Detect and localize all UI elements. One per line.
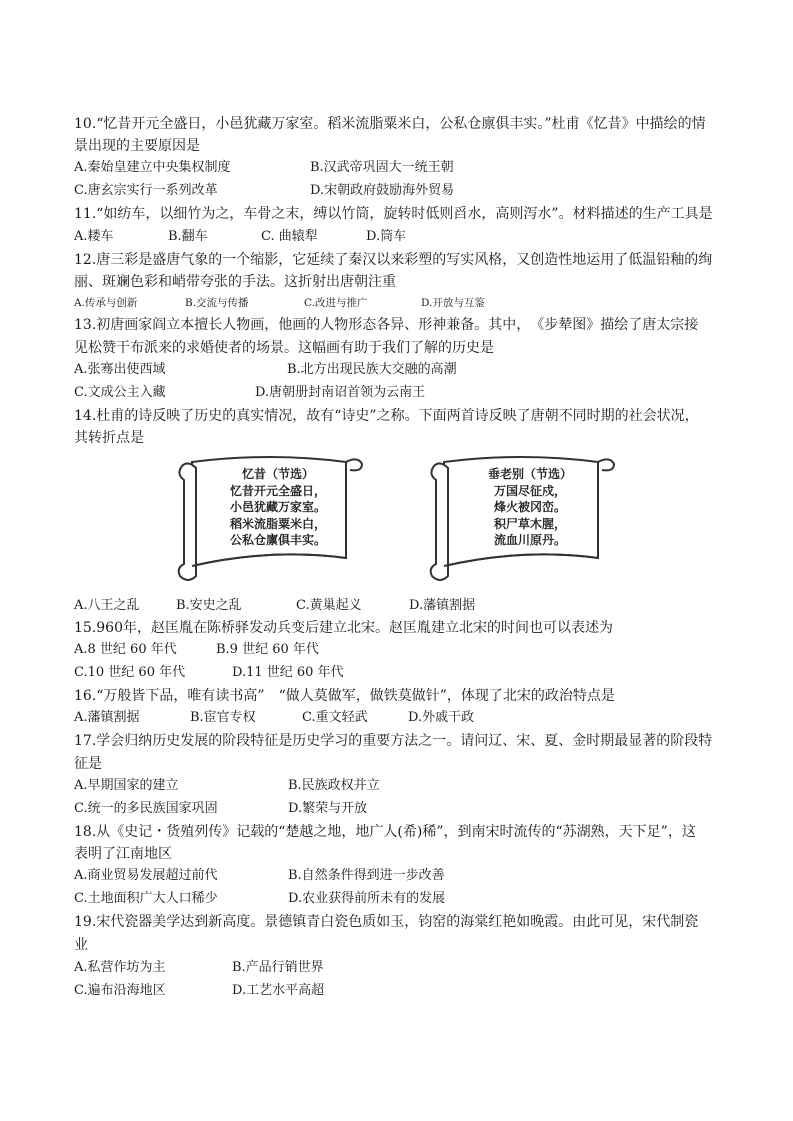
- question-11-option-a[interactable]: A.耧车: [74, 229, 114, 244]
- question-18-option-d[interactable]: D.农业获得前所未有的发展: [288, 891, 446, 906]
- question-12-option-a[interactable]: A.传承与创新: [74, 297, 138, 309]
- poem-1-title: 忆昔（节选）: [241, 467, 314, 481]
- question-17-option-b[interactable]: B.民族政权并立: [288, 778, 380, 793]
- question-12-stem-line-1: 12.唐三彩是盛唐气象的一个缩影，它延续了秦汉以来彩塑的写实风格，又创造性地运用了低温铅釉的绚: [74, 252, 713, 268]
- question-13-option-b[interactable]: B.北方出现民族大交融的高潮: [287, 362, 457, 377]
- question-19-stem-line-1: 19.宋代瓷器美学达到新高度。景德镇青白瓷色质如玉，钧窑的海棠红艳如晚霞。由此可见，宋代制瓷: [74, 914, 699, 930]
- question-10-option-a[interactable]: A.秦始皇建立中央集权制度: [74, 160, 231, 175]
- poem-1-line-1: 忆昔开元全盛日，: [229, 483, 326, 498]
- question-12-option-c[interactable]: C.改进与推广: [304, 297, 368, 309]
- question-18-option-b[interactable]: B.自然条件得到进一步改善: [288, 868, 445, 883]
- question-13-stem-line-2: 见松赞干布派来的求婚使者的场景。这幅画有助于我们了解的历史是: [74, 340, 494, 356]
- poem-1-line-2: 小邑犹藏万家室。: [229, 500, 326, 514]
- question-15-option-c[interactable]: C.10 世纪 60 年代: [74, 665, 186, 680]
- question-19-stem-line-2: 业: [74, 937, 88, 953]
- question-16-stem-line-1: 16.“万般皆下品，唯有读书高” “做人莫做军，做铁莫做针”，体现了北宋的政治特点是: [74, 688, 615, 704]
- poem-2-line-3: 积尸草木腥，: [493, 516, 566, 531]
- question-15-option-a[interactable]: A.8 世纪 60 年代: [74, 642, 177, 657]
- question-11-option-b[interactable]: B.翻车: [168, 229, 208, 244]
- question-16-option-b[interactable]: B.宦官专权: [190, 710, 256, 725]
- poem-1-line-4: 公私仓廪俱丰实。: [229, 533, 326, 547]
- question-11-option-c[interactable]: C. 曲辕犁: [261, 229, 318, 244]
- question-16-option-a[interactable]: A.藩镇割据: [74, 710, 140, 725]
- question-10-option-d[interactable]: D.宋朝政府鼓励海外贸易: [310, 183, 455, 198]
- question-15-option-d[interactable]: D.11 世纪 60 年代: [232, 665, 344, 680]
- question-15-stem-line-1: 15.960年，赵匡胤在陈桥驿发动兵变后建立北宋。赵匡胤建立北宋的时间也可以表述为: [74, 620, 613, 636]
- question-15-option-b[interactable]: B.9 世纪 60 年代: [216, 642, 319, 657]
- question-12-option-b[interactable]: B.交流与传播: [185, 297, 249, 309]
- question-17-option-c[interactable]: C.统一的多民族国家巩固: [74, 801, 218, 816]
- question-10-stem-line-1: 10.“忆昔开元全盛日，小邑犹藏万家室。稻米流脂粟米白，公私仓廪俱丰实。”杜甫《忆昔》中描绘的情: [74, 116, 706, 132]
- question-14-stem-line-1: 14.杜甫的诗反映了历史的真实情况，故有“诗史”之称。下面两首诗反映了唐朝不同时期的社会状况，: [74, 408, 699, 424]
- question-19-option-d[interactable]: D.工艺水平高超: [232, 983, 325, 998]
- poem-1-line-3: 稻米流脂粟米白，: [229, 516, 326, 531]
- question-12-option-d[interactable]: D.开放与互鉴: [421, 297, 485, 309]
- question-16-option-d[interactable]: D.外戚干政: [408, 710, 475, 725]
- poem-scroll-left: [170, 450, 370, 585]
- question-14-option-d[interactable]: D.藩镇割据: [409, 598, 476, 613]
- question-13-option-d[interactable]: D.唐朝册封南诏首领为云南王: [255, 385, 426, 400]
- question-12-stem-line-2: 丽、斑斓色彩和峭带夸张的手法。这折射出唐朝注重: [74, 274, 396, 290]
- question-14-stem-line-2: 其转折点是: [74, 430, 144, 446]
- question-14-option-b[interactable]: B.安史之乱: [176, 598, 242, 613]
- question-18-stem-line-2: 表明了江南地区: [74, 846, 172, 862]
- question-18-option-c[interactable]: C.土地面积广大人口稀少: [74, 891, 218, 906]
- question-10-option-c[interactable]: C.唐玄宗实行一系列改革: [74, 183, 218, 198]
- question-11-option-d[interactable]: D.筒车: [366, 229, 407, 244]
- question-17-option-a[interactable]: A.早期国家的建立: [74, 778, 179, 793]
- poem-2-line-1: 万国尽征戍，: [493, 483, 566, 498]
- question-14-option-a[interactable]: A.八王之乱: [74, 598, 140, 613]
- poem-2-line-4: 流血川原丹。: [493, 533, 566, 547]
- question-18-stem-line-1: 18.从《史记・货殖列传》记载的“楚越之地，地广人(希)稀”，到南宋时流传的“苏湖熟，天下足”，这: [74, 824, 696, 840]
- question-13-stem-line-1: 13.初唐画家阎立本擅长人物画，他画的人物形态各异、形神兼备。其中， 《步辇图》描绘了唐太宗接: [74, 317, 699, 333]
- question-11-stem-line-1: 11.“如纺车，以细竹为之，车骨之末，缚以竹筒，旋转时低则舀水，高则泻水”。材料描述的生产工具是: [74, 206, 713, 222]
- question-17-stem-line-1: 17.学会归纳历史发展的阶段特征是历史学习的重要方法之一。请问辽、宋、夏、金时期最显著的阶段特: [74, 733, 713, 749]
- question-17-stem-line-2: 征是: [74, 756, 102, 772]
- question-19-option-a[interactable]: A.私营作坊为主: [74, 960, 166, 975]
- question-19-option-c[interactable]: C.遍布沿海地区: [74, 983, 166, 998]
- question-18-option-a[interactable]: A.商业贸易发展超过前代: [74, 868, 218, 883]
- question-19-option-b[interactable]: B.产品行销世界: [232, 960, 324, 975]
- question-13-option-a[interactable]: A.张骞出使西域: [74, 362, 166, 377]
- poem-2-line-2: 烽火被冈峦。: [493, 500, 566, 514]
- question-13-option-c[interactable]: C.文成公主入藏: [74, 385, 166, 400]
- question-17-option-d[interactable]: D.繁荣与开放: [288, 801, 368, 816]
- poem-scroll-right: [422, 450, 622, 585]
- question-16-option-c[interactable]: C.重文轻武: [302, 710, 368, 725]
- question-10-stem-line-2: 景出现的主要原因是: [74, 138, 200, 154]
- poem-2-title: 垂老别（节选）: [487, 467, 572, 481]
- question-10-option-b[interactable]: B.汉武帝巩固大一统王朝: [310, 160, 454, 175]
- poem-scroll-figures: [170, 450, 630, 590]
- question-14-option-c[interactable]: C.黄巢起义: [296, 598, 362, 613]
